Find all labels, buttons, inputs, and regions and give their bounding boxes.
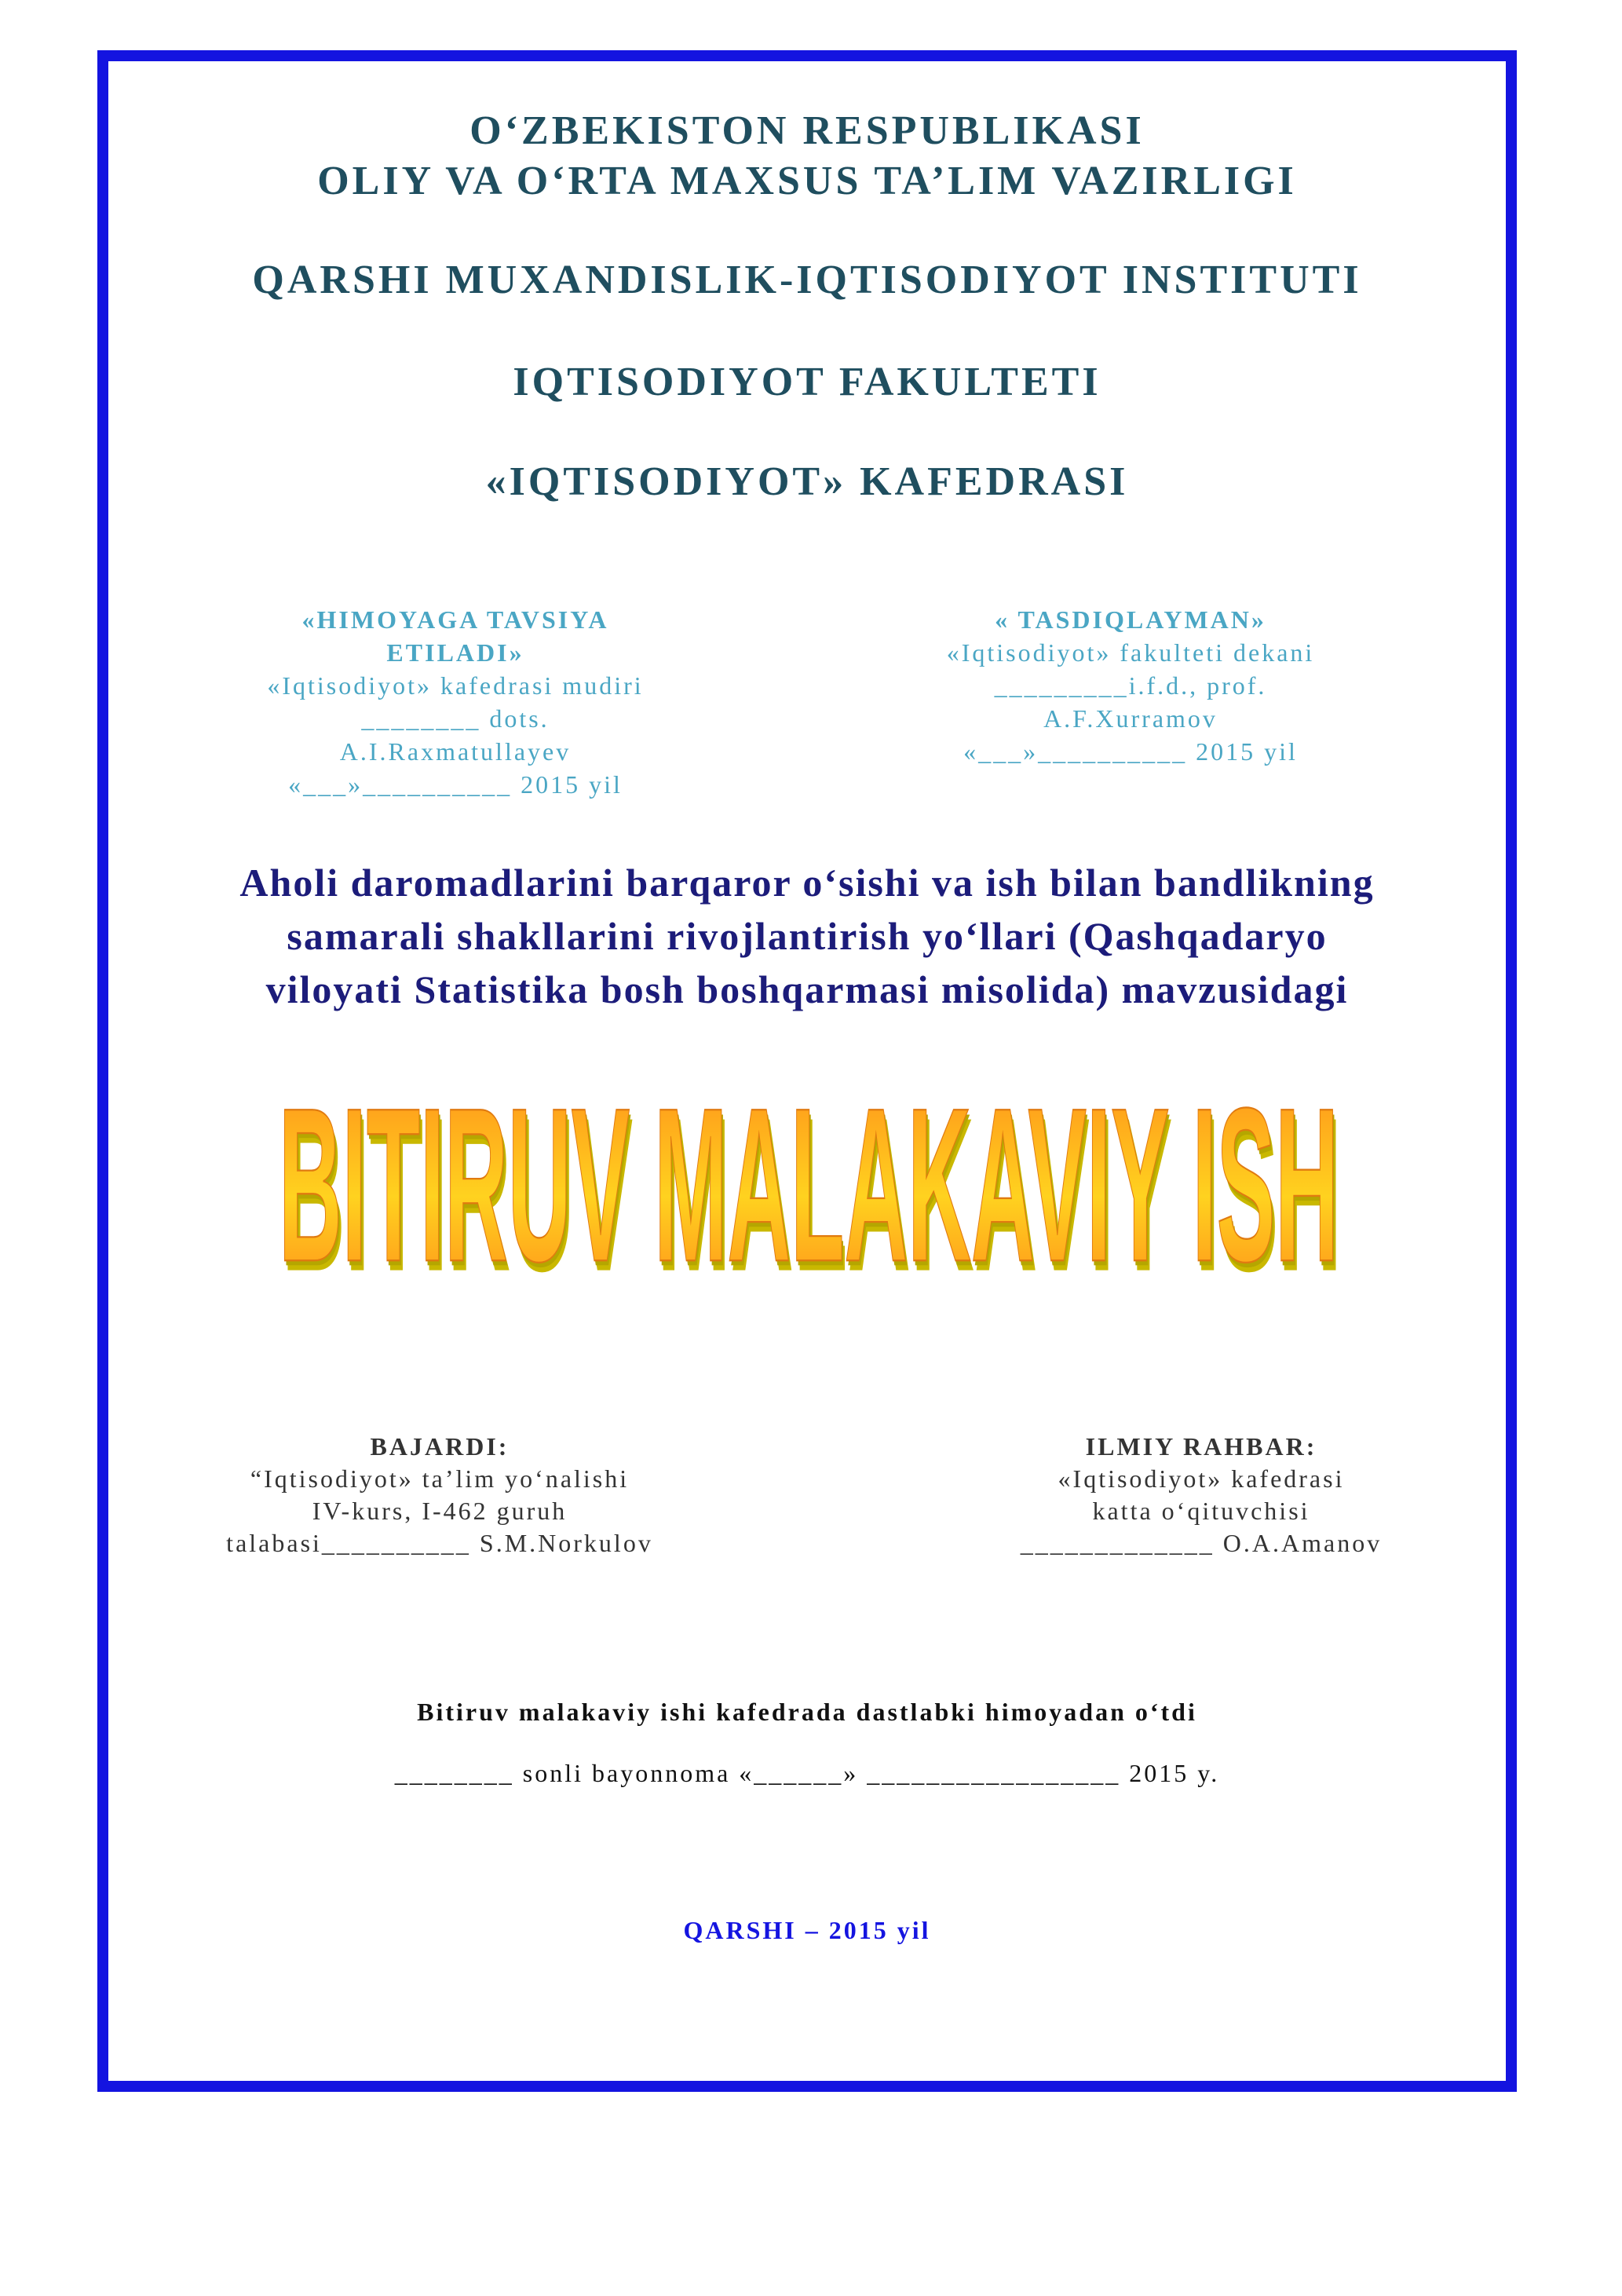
thesis-topic (97, 856, 1517, 1016)
approval-left-degree: ________ dots. (361, 704, 550, 733)
approval-right-date: «___»__________ 2015 yil (963, 737, 1298, 766)
supervisor-block (919, 1431, 1484, 1559)
approval-left-title: «HIMOYAGA TAVSIYA (301, 605, 609, 634)
wordart-shadow-text: BITIRUV MALAKAVIY ISH (281, 1071, 1342, 1303)
ministry-line: OLIY VA O‘RTA MAXSUS TA’LIM VAZIRLIGI (317, 159, 1297, 203)
topic-line-2: samarali shakllarini rivojlantirish yo‘llari (Qashqadaryo (287, 914, 1328, 958)
topic-line-1: Aholi daromadlarini barqaror o‘sishi va ish bilan bandlikning (239, 861, 1375, 905)
performer-student: talabasi__________ S.M.Norkulov (226, 1529, 653, 1557)
performer-program: “Iqtisodiyot» ta’lim yo‘nalishi (250, 1464, 630, 1493)
approval-right-title: « TASDIQLAYMAN» (995, 605, 1266, 634)
approval-left-person: A.I.Raxmatullayev (339, 737, 572, 766)
approval-left-date: «___»__________ 2015 yil (288, 770, 623, 799)
wordart-main-text: BITIRUV MALAKAVIY ISH (278, 1062, 1339, 1303)
protocol-line: ________ sonli bayonnoma «______» _________________ 2015 y. (394, 1759, 1220, 1787)
approval-right-position: «Iqtisodiyot» fakulteti dekani (946, 638, 1315, 667)
supervisor-title: ILMIY RAHBAR: (1085, 1432, 1317, 1461)
supervisor-position: katta o‘qituvchisi (1092, 1497, 1310, 1525)
approval-left-title-2: ETILADI» (386, 638, 524, 667)
topic-line-3: viloyati Statistika bosh boshqarmasi misolida) mavzusidagi (265, 967, 1349, 1011)
approval-left-position: «Iqtisodiyot» kafedrasi mudiri (267, 671, 644, 700)
supervisor-name: _____________ O.A.Amanov (1020, 1529, 1383, 1557)
faculty-name: IQTISODIYOT FAKULTETI (513, 360, 1101, 404)
department-name: «IQTISODIYOT» KAFEDRASI (485, 459, 1129, 504)
approval-right (887, 603, 1374, 768)
city-year: QARSHI – 2015 yil (683, 1916, 931, 1944)
performer-title: BAJARDI: (370, 1432, 510, 1461)
approval-left (212, 603, 699, 801)
republic-line: O‘ZBEKISTON RESPUBLIKASI (469, 108, 1145, 153)
performer-group: IV-kurs, I-462 guruh (312, 1497, 568, 1525)
ministry-header (97, 106, 1517, 207)
performer-block (157, 1431, 722, 1559)
wordart-svg (259, 1036, 1358, 1303)
institute-name: QARSHI MUXANDISLIK-IQTISODIYOT INSTITUTI (252, 258, 1362, 302)
approval-right-person: A.F.Xurramov (1043, 704, 1218, 733)
wordart-title (259, 1036, 1358, 1303)
supervisor-department: «Iqtisodiyot» kafedrasi (1058, 1464, 1345, 1493)
approval-right-degree: _________i.f.d., prof. (994, 671, 1267, 700)
defense-note: Bitiruv malakaviy ishi kafedrada dastlabki himoyadan o‘tdi (417, 1698, 1197, 1726)
wordart-shadow-text-2: BITIRUV MALAKAVIY ISH (279, 1066, 1340, 1303)
